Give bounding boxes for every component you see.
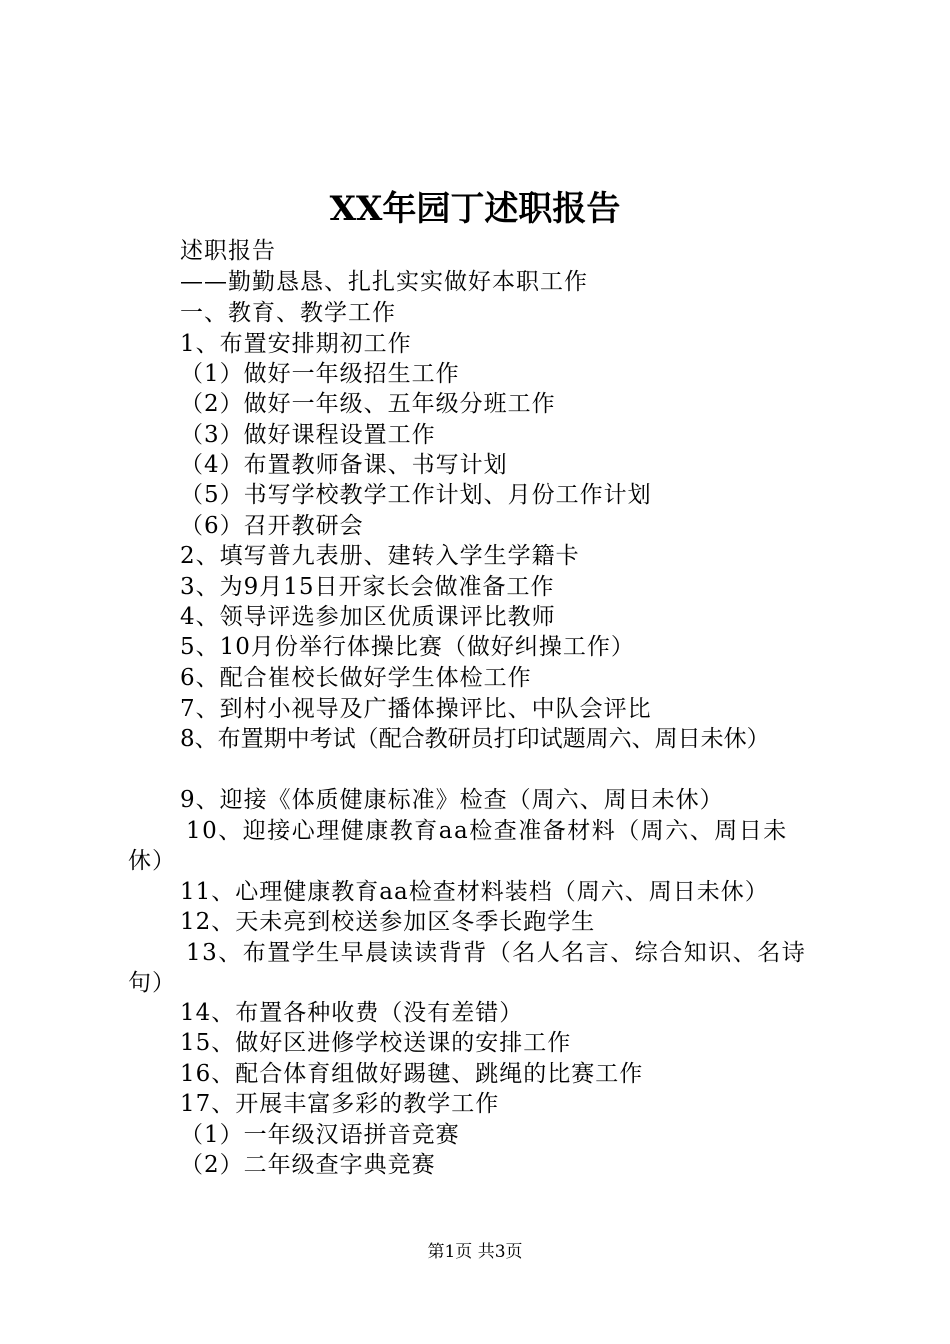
body-line: （4）布置教师备课、书写计划	[180, 452, 508, 478]
body-line: 14、布置各种收费（没有差错）	[180, 1000, 524, 1026]
body-line: （3）做好课程设置工作	[180, 422, 436, 448]
body-line: （6）召开教研会	[180, 513, 364, 539]
body-line: 5、10月份举行体操比赛（做好纠操工作）	[180, 634, 635, 660]
body-line: 17、开展丰富多彩的教学工作	[180, 1091, 500, 1117]
body-line: （1）做好一年级招生工作	[180, 361, 460, 387]
body-line: 13、布置学生早晨读读背背（名人名言、综合知识、名诗	[186, 940, 807, 966]
body-line: 7、到村小视导及广播体操评比、中队会评比	[180, 696, 652, 722]
body-line: 8、布置期中考试（配合教研员打印试题周六、周日未休）	[180, 726, 770, 752]
body-line: 句）	[128, 970, 176, 996]
body-line: 1、布置安排期初工作	[180, 331, 412, 357]
body-line: 11、心理健康教育aa检查材料装档（周六、周日未休）	[180, 879, 769, 905]
body-line: （1）一年级汉语拼音竞赛	[180, 1122, 460, 1148]
body-line: 一、教育、教学工作	[180, 300, 396, 326]
body-line: 10、迎接心理健康教育aa检查准备材料（周六、周日未	[186, 818, 788, 844]
body-line: （2）二年级查字典竞赛	[180, 1152, 436, 1178]
page-footer: 第1页 共3页	[427, 1242, 523, 1262]
body-line: （5）书写学校教学工作计划、月份工作计划	[180, 482, 652, 508]
body-line: 休）	[128, 848, 176, 874]
body-line: 4、领导评选参加区优质课评比教师	[180, 604, 556, 630]
body-line: 3、为9月15日开家长会做准备工作	[180, 574, 555, 600]
body-line: （2）做好一年级、五年级分班工作	[180, 391, 556, 417]
document-title: XX年园丁述职报告	[329, 189, 621, 229]
body-line: 12、天未亮到校送参加区冬季长跑学生	[180, 909, 596, 935]
body-line: 16、配合体育组做好踢毽、跳绳的比赛工作	[180, 1061, 644, 1087]
body-line: 述职报告	[180, 238, 276, 264]
body-line: ——勤勤恳恳、扎扎实实做好本职工作	[180, 269, 588, 295]
body-line: 2、填写普九表册、建转入学生学籍卡	[180, 543, 580, 569]
body-line: 15、做好区进修学校送课的安排工作	[180, 1030, 572, 1056]
body-line: 6、配合崔校长做好学生体检工作	[180, 665, 532, 691]
body-line: 9、迎接《体质健康标准》检查（周六、周日未休）	[180, 787, 724, 813]
